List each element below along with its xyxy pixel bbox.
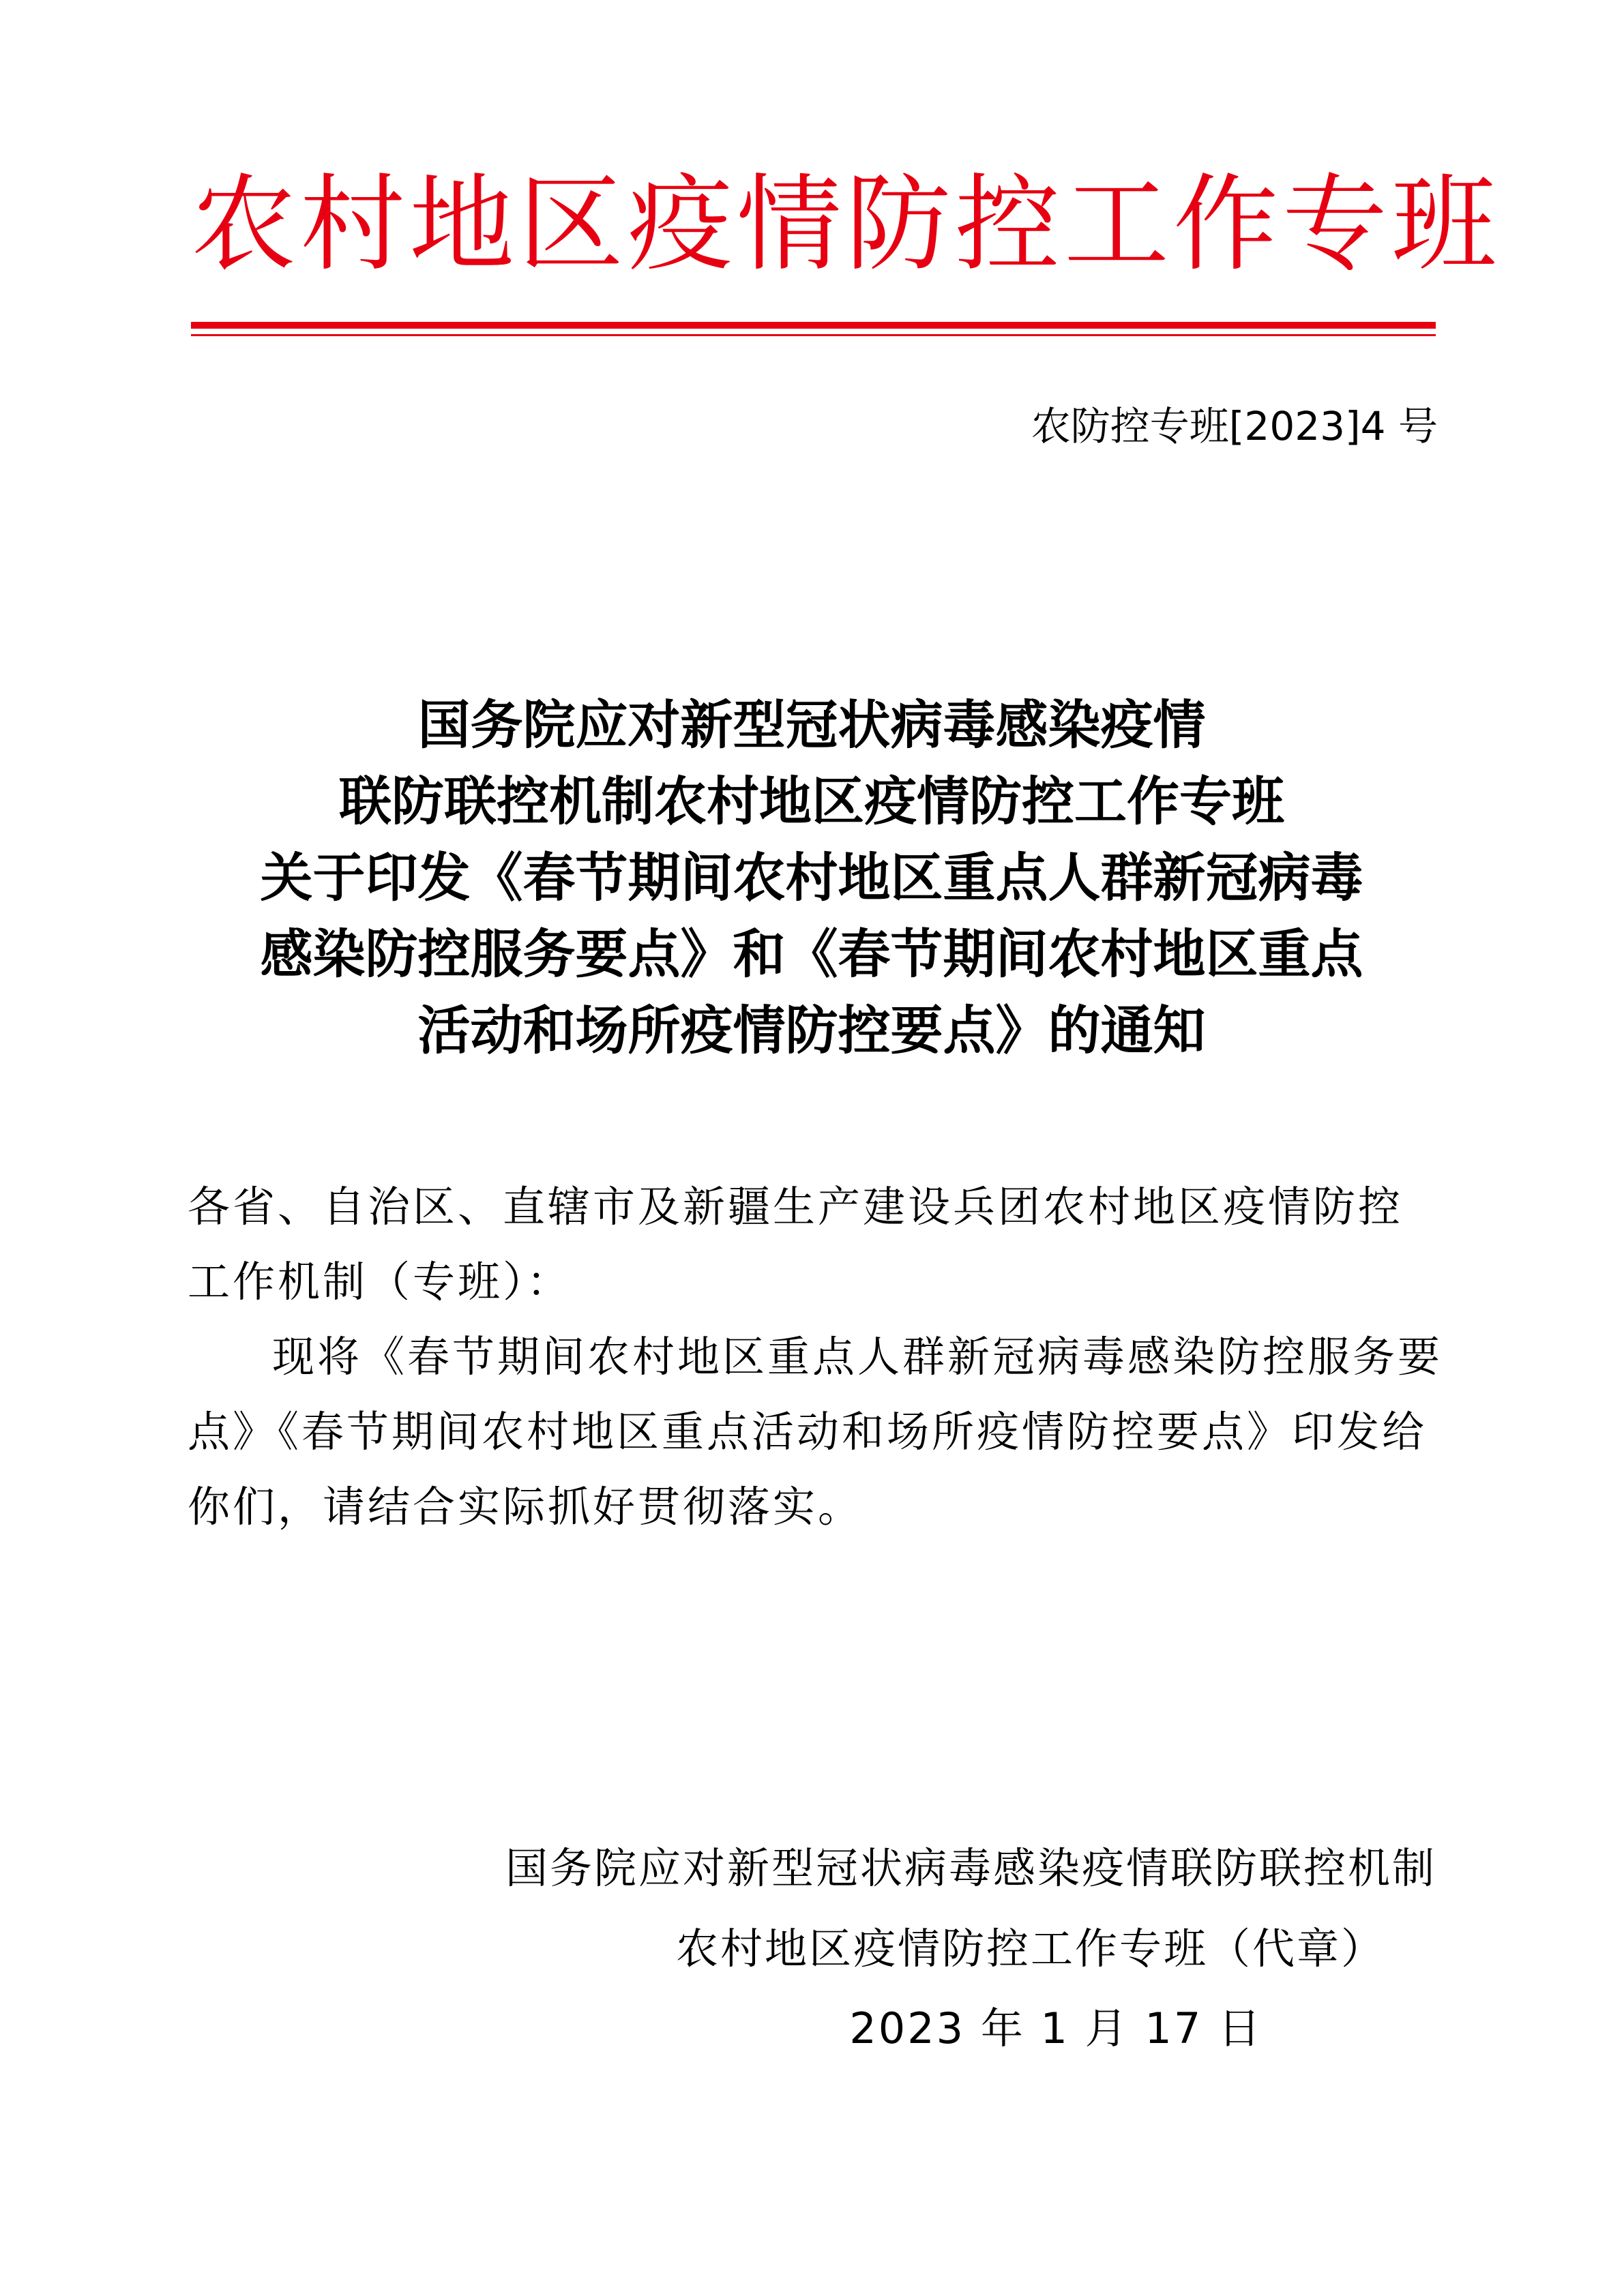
salutation: 各省、自治区、直辖市及新疆生产建设兵团农村地区疫情防控工作机制（专班）： xyxy=(188,1182,1404,1307)
title-line: 关于印发《春节期间农村地区重点人群新冠病毒 xyxy=(260,848,1363,909)
red-divider-thick xyxy=(191,322,1436,329)
title-line: 活动和场所疫情防控要点》的通知 xyxy=(417,1000,1206,1062)
document-title xyxy=(164,687,1460,1069)
red-divider-thin xyxy=(191,334,1436,336)
title-line: 联防联控机制农村地区疫情防控工作专班 xyxy=(339,771,1284,833)
signature-date: 2023 年 1 月 17 日 xyxy=(849,2003,1263,2053)
signature-org-line1: 国务院应对新型冠状病毒感染疫情联防联控机制 xyxy=(505,1843,1436,1893)
title-line: 国务院应对新型冠状病毒感染疫情 xyxy=(417,695,1206,756)
body-paragraph: 现将《春节期间农村地区重点人群新冠病毒感染防控服务要点》《春节期间农村地区重点活动和场所疫情防控要点》印发给你们，请结合实际抓好贯彻落实。 xyxy=(188,1332,1443,1532)
signature-org-line2: 农村地区疫情防控工作专班（代章） xyxy=(675,1924,1385,1973)
document-number: 农防控专班[2023]4 号 xyxy=(1031,403,1438,449)
title-line: 感染防控服务要点》和《春节期间农村地区重点 xyxy=(260,924,1363,985)
issuing-authority-header: 农村地区疫情防控工作专班 xyxy=(191,164,1501,286)
document-body xyxy=(188,1169,1443,1545)
